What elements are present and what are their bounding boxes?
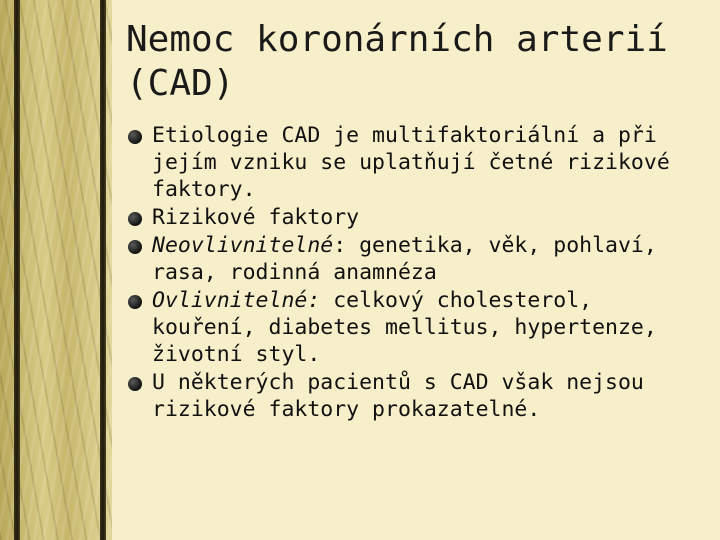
bullet-icon: [128, 240, 142, 254]
slide-title: Nemoc koronárních arterií (CAD): [126, 19, 668, 104]
bullet-item: [128, 122, 698, 203]
bullet-icon: [128, 295, 142, 309]
bullet-icon: [128, 130, 142, 144]
bullet-icon: [128, 212, 142, 226]
bullet-text: Rizikové faktory: [152, 205, 360, 230]
bullet-item: [128, 232, 698, 286]
bullet-item: [128, 204, 698, 231]
bullet-item: [128, 369, 698, 423]
bullet-emphasis: Neovlivnitelné: [152, 233, 334, 258]
dark-stripe: [100, 0, 106, 540]
bullet-list: [128, 122, 698, 424]
bullet-text: : genetika, věk, pohlaví, rasa, rodinná anamnéza: [152, 233, 657, 285]
bullet-icon: [128, 377, 142, 391]
bullet-text: U některých pacientů s CAD však nejsou rizikové faktory prokazatelné.: [152, 370, 644, 422]
bullet-text: celkový cholesterol, kouření, diabetes mellitus, hypertenze, životní styl.: [152, 288, 657, 367]
decorative-left-band: [0, 0, 112, 540]
dark-stripe: [14, 0, 20, 540]
bullet-emphasis: Ovlivnitelné:: [152, 288, 321, 313]
bullet-item: [128, 287, 698, 368]
bullet-text: Etiologie CAD je multifaktoriální a při jejím vzniku se uplatňují četné rizikové faktory.: [152, 123, 670, 202]
